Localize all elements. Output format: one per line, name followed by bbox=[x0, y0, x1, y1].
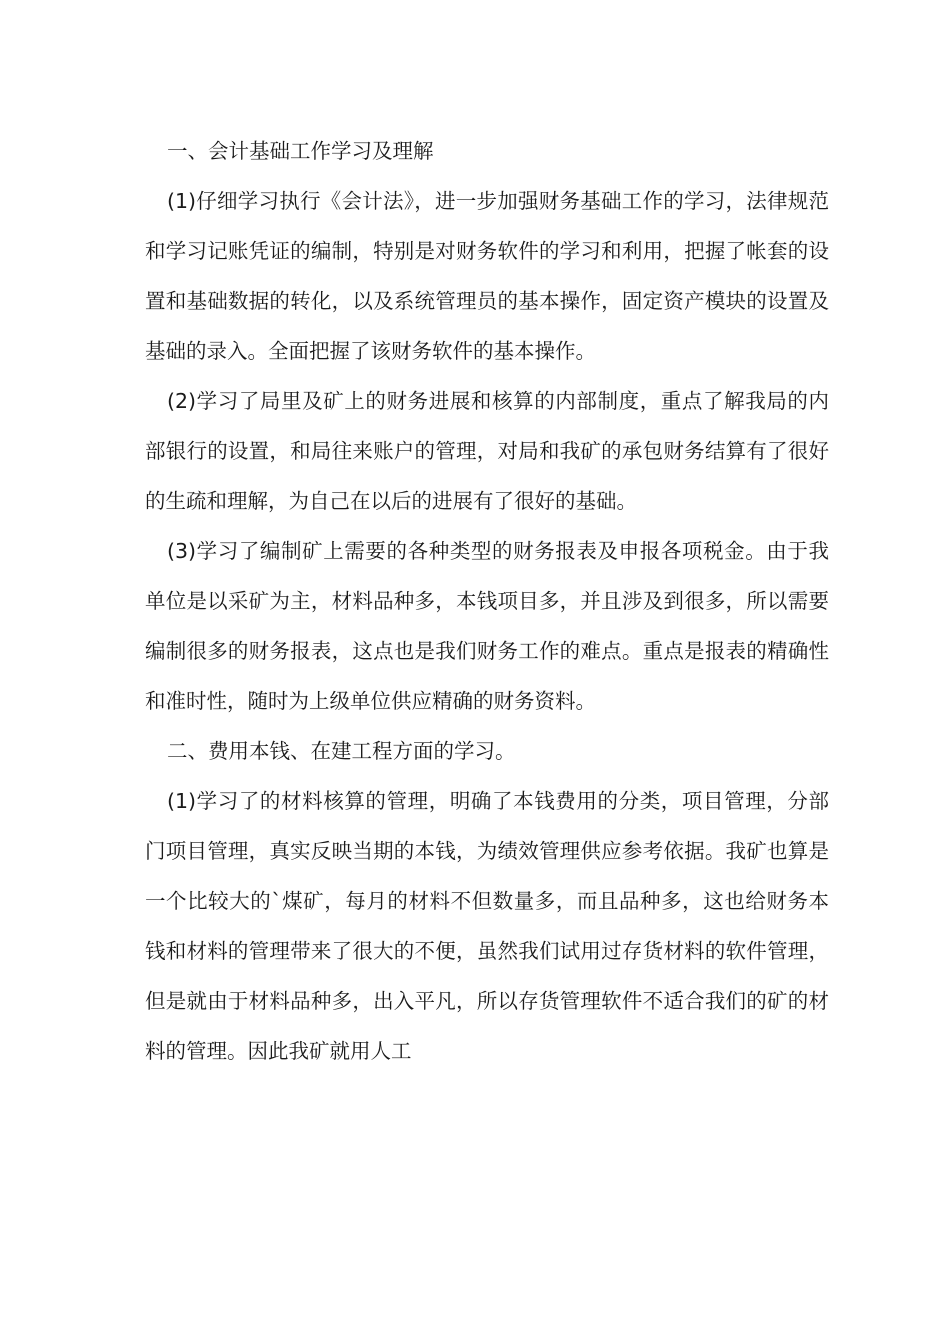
paragraph-2-1: (1)学习了的材料核算的管理，明确了本钱费用的分类，项目管理，分部门项目管理，真实反映当期的本钱，为绩效管理供应参考依据。我矿也算是一个比较大的`煤矿，每月的材料不但数量多，而且品种多，这也给财务本钱和材料的管理带来了很大的不便，虽然我们试用过存货材料的软件管理，但是就由于材料品种多，出入平凡，所以存货管理软件不适合我们的矿的材料的管理。因此我矿就用人工 bbox=[145, 789, 829, 1063]
section-heading-2: 二、费用本钱、在建工程方面的学习。 bbox=[167, 739, 516, 763]
paragraph-1-1: (1)仔细学习执行《会计法》，进一步加强财务基础工作的学习，法律规范和学习记账凭证的编制，特别是对财务软件的学习和利用，把握了帐套的设置和基础数据的转化，以及系统管理员的基本操作，固定资产模块的设置及基础的录入。全面把握了该财务软件的基本操作。 bbox=[145, 189, 829, 363]
document-body bbox=[145, 126, 829, 1076]
paragraph-1-2: (2)学习了局里及矿上的财务进展和核算的内部制度，重点了解我局的内部银行的设置，和局往来账户的管理，对局和我矿的承包财务结算有了很好的生疏和理解，为自己在以后的进展有了很好的基础。 bbox=[145, 389, 829, 513]
paragraph-1-3: (3)学习了编制矿上需要的各种类型的财务报表及申报各项税金。由于我单位是以采矿为主，材料品种多，本钱项目多，并且涉及到很多，所以需要编制很多的财务报表，这点也是我们财务工作的难点。重点是报表的精确性和准时性，随时为上级单位供应精确的财务资料。 bbox=[145, 539, 829, 713]
section-heading-1: 一、会计基础工作学习及理解 bbox=[167, 139, 434, 163]
